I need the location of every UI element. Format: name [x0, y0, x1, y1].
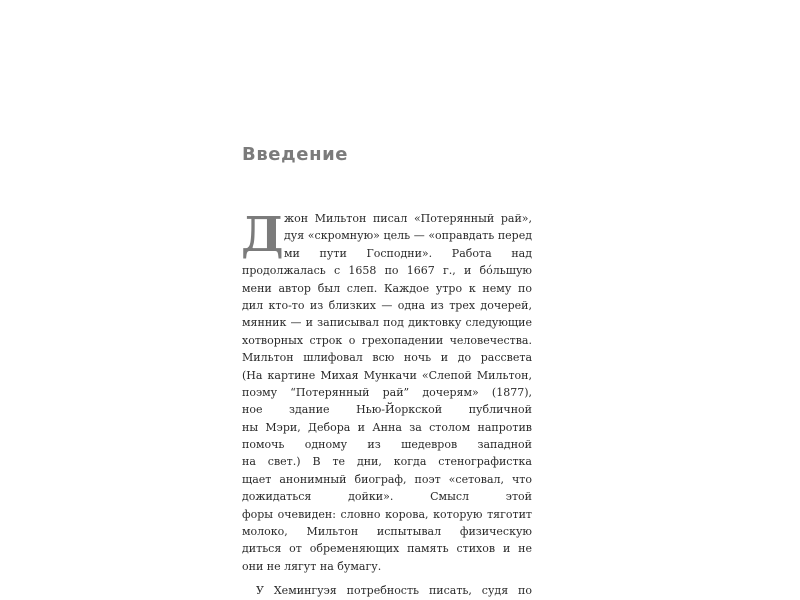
text-line: ное здание Нью-Йоркской публичной [242, 403, 532, 417]
text-line: мянник — и записывал под диктовку следующие [242, 316, 532, 330]
text-line: дуя «скромную» цель — «оправдать перед [284, 229, 532, 243]
text-line: Мильтон шлифовал всю ночь и до рассвета [242, 351, 532, 365]
body-text [241, 207, 532, 600]
text-line: жон Мильтон писал «Потерянный рай», [284, 212, 532, 225]
text-line: ми пути Господни». Работа над [284, 246, 532, 260]
text-line: поэму “Потерянный рай” дочерям» (1877), [242, 385, 532, 399]
text-line: (На картине Михая Мункачи «Слепой Мильтон, [242, 368, 532, 382]
text-line: помочь одному из шедевров западной [242, 438, 532, 452]
text-line: они не лягут на бумагу. [242, 559, 382, 573]
text-line: диться от обременяющих память стихов и не [242, 542, 532, 556]
text-line: дожидаться дойки». Смысл этой [242, 490, 532, 504]
chapter-title: Введение [242, 144, 349, 165]
text-line: молоко, Мильтон испытывал физическую [242, 525, 532, 539]
text-line: хотворных строк о грехопадении человечества. [242, 333, 532, 347]
text-line: форы очевиден: словно корова, которую тяготит [242, 507, 532, 521]
text-line: ны Мэри, Дебора и Анна за столом напротив [242, 420, 532, 434]
text-line: на свет.) В те дни, когда стенографистка [242, 455, 532, 469]
text-line: дил кто-то из близких — одна из трех дочерей, [242, 298, 532, 312]
text-line: продолжалась с 1658 по 1667 г., и бóльшую [242, 264, 532, 278]
drop-cap: Д [241, 207, 284, 263]
text-line: мени автор был слеп. Каждое утро к нему по [242, 281, 532, 295]
text-line: У Хемингуэя потребность писать, судя по [256, 584, 532, 598]
text-line: щает анонимный биограф, поэт «сетовал, что [242, 472, 532, 486]
